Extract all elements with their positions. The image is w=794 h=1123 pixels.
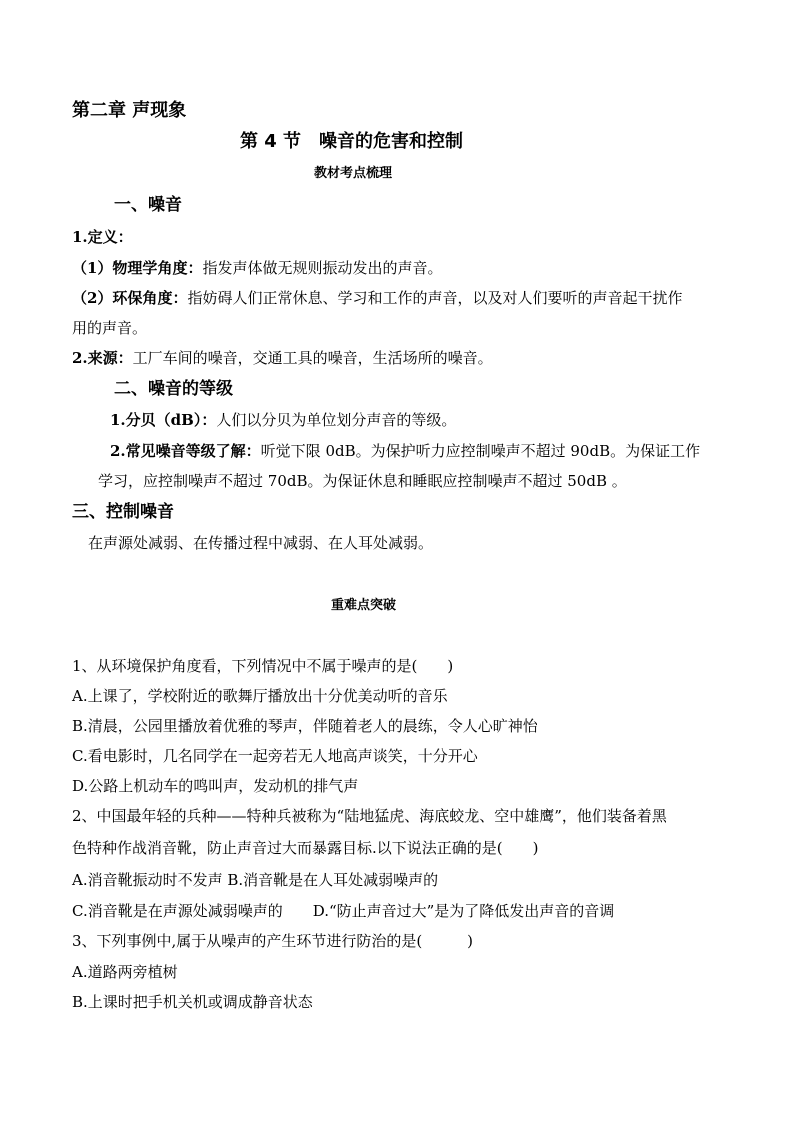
q1-option-d: D.公路上机动车的鸣叫声，发动机的排气声 — [72, 777, 359, 795]
decibel-text: 人们以分贝为单位划分声音的等级。 — [216, 411, 457, 429]
q3-option-b: B.上课时把手机关机或调成静音状态 — [72, 993, 313, 1011]
subtitle-textbook-points: 教材考点梳理 — [314, 166, 393, 181]
noise-levels-label: 2.常见噪音等级了解： — [110, 442, 261, 460]
decibel-item — [110, 410, 456, 430]
decibel-label: 1.分贝（dB）： — [110, 411, 217, 429]
q1-option-b: B.清晨，公园里播放着优雅的琴声，伴随着老人的晨练，令人心旷神怡 — [72, 717, 538, 735]
environment-text-1: 指妨碍人们正常休息、学习和工作的声音，以及对人们要听的声音起干扰作 — [187, 289, 683, 307]
noise-levels-text-2: 学习，应控制噪声不超过 70dB。为保证休息和睡眠应控制噪声不超过 50dB 。 — [98, 472, 627, 490]
environment-label: （2）环保角度： — [72, 289, 188, 307]
chapter-title: 第二章 声现象 — [72, 100, 187, 121]
physics-text: 指发声体做无规则振动发出的声音。 — [202, 259, 443, 277]
q2-options-cd: C.消音靴是在声源处减弱噪声的 D.“防止声音过大”是为了降低发出声音的音调 — [72, 902, 615, 920]
part3-heading: 三、控制噪音 — [72, 502, 174, 522]
subtitle-key-points: 重难点突破 — [331, 598, 397, 613]
noise-source — [72, 348, 493, 368]
noise-levels-text-1: 听觉下限 0dB。为保护听力应控制噪声不超过 90dB。为保证工作 — [260, 442, 701, 460]
definition-physics — [72, 258, 442, 278]
control-methods-text: 在声源处减弱、在传播过程中减弱、在人耳处减弱。 — [88, 534, 434, 552]
question-2-line-2: 色特种作战消音靴，防止声音过大而暴露目标.以下说法正确的是( ) — [72, 839, 539, 857]
noise-levels-item — [110, 441, 700, 461]
question-2-line-1: 2、中国最年轻的兵种——特种兵被称为“陆地猛虎、海底蛟龙、空中雄鹰”，他们装备着黑 — [72, 807, 667, 825]
q1-option-a: A.上课了，学校附近的歌舞厅播放出十分优美动听的音乐 — [72, 687, 448, 705]
source-label: 2.来源： — [72, 349, 133, 367]
environment-text-2: 用的声音。 — [72, 319, 148, 337]
q1-option-c: C.看电影时，几名同学在一起旁若无人地高声谈笑，十分开心 — [72, 747, 478, 765]
question-1: 1、从环境保护角度看，下列情况中不属于噪声的是( ) — [72, 657, 454, 675]
definition-label: 1.定义： — [72, 228, 133, 246]
physics-label: （1）物理学角度： — [72, 259, 203, 277]
q2-options-ab: A.消音靴振动时不发声 B.消音靴是在人耳处减弱噪声的 — [72, 871, 439, 889]
source-text: 工厂车间的噪音，交通工具的噪音，生活场所的噪音。 — [132, 349, 493, 367]
part2-heading: 二、噪音的等级 — [114, 379, 233, 399]
question-3: 3、下列事例中,属于从噪声的产生环节进行防治的是( ) — [72, 932, 474, 950]
part1-heading: 一、噪音 — [114, 195, 182, 215]
q3-option-a: A.道路两旁植树 — [72, 963, 178, 981]
definition-environment — [72, 288, 682, 308]
section-title: 第 4 节 噪音的危害和控制 — [240, 131, 464, 152]
